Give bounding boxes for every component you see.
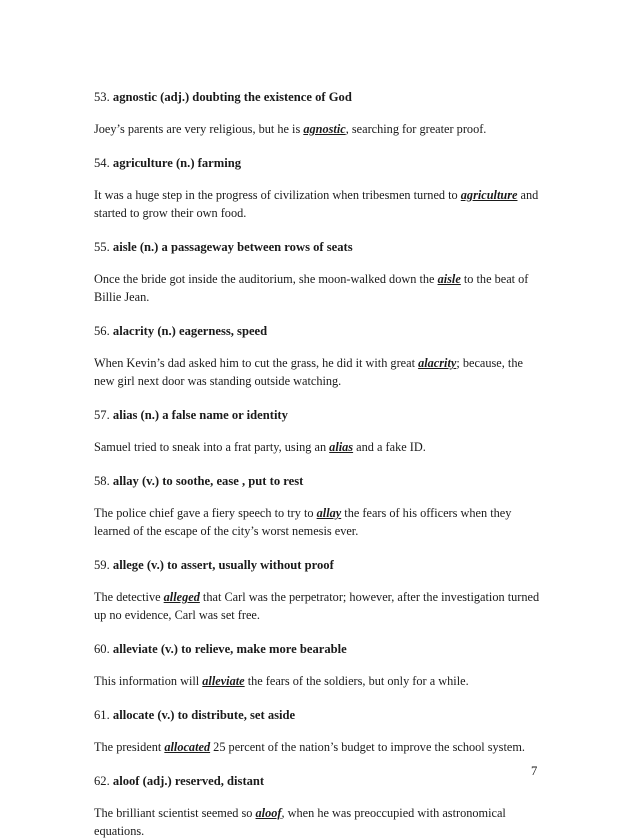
entry-headline [94,322,544,340]
sentence-text: and a fake ID. [353,440,426,454]
entry-term: alacrity (n.) eagerness, speed [112,324,268,338]
highlighted-word: allay [316,506,342,520]
sentence-text: The president [94,740,165,754]
entry-term: agriculture (n.) farming [112,156,242,170]
entry-term: aloof (adj.) reserved, distant [112,774,265,788]
vocab-entry-55 [94,238,544,306]
entry-number: 57. [94,408,110,422]
example-sentence [94,438,544,456]
entry-headline [94,556,544,574]
vocab-entry-60 [94,640,544,690]
sentence-text: to the beat of Billie Jean. [94,272,529,304]
entry-headline [94,406,544,424]
entry-term: agnostic (adj.) doubting the existence of God [112,90,352,104]
sentence-text: The police chief gave a fiery speech to try to [94,506,317,520]
sentence-text: Joey’s parents are very religious, but he is [94,122,304,136]
highlighted-word: agnostic [303,122,346,136]
page-number: 7 [531,764,538,778]
highlighted-word: aloof [255,806,282,820]
highlighted-word: alias [329,440,354,454]
entry-number: 59. [94,558,110,572]
example-sentence [94,504,544,540]
entry-number: 62. [94,774,110,788]
vocab-entry-54 [94,154,544,222]
highlighted-word: alacrity [418,356,457,370]
entry-headline [94,238,544,256]
sentence-text: When Kevin’s dad asked him to cut the grass, he did it with great [94,356,419,370]
example-sentence [94,738,544,756]
entry-headline [94,154,544,172]
highlighted-word: allocated [164,740,211,754]
example-sentence [94,270,544,306]
entry-headline [94,706,544,724]
example-sentence [94,120,544,138]
sentence-text: , searching for greater proof. [345,122,487,136]
sentence-text: It was a huge step in the progress of civilization when tribesmen turned to [94,188,461,202]
vocab-entry-59 [94,556,544,624]
sentence-text: the fears of his officers when they learned of the escape of the city’s worst nemesis ever. [94,506,512,538]
entry-number: 53. [94,90,110,104]
vocab-entry-58 [94,472,544,540]
sentence-text: 25 percent of the nation’s budget to improve the school system. [210,740,525,754]
entry-number: 61. [94,708,110,722]
entry-headline [94,88,544,106]
entry-number: 58. [94,474,110,488]
vocab-entry-57 [94,406,544,456]
sentence-text: Once the bride got inside the auditorium, she moon-walked down the [94,272,438,286]
entry-headline [94,772,544,790]
entry-number: 60. [94,642,110,656]
example-sentence [94,672,544,690]
entry-term: alias (n.) a false name or identity [112,408,288,422]
sentence-text: , when he was preoccupied with astronomical equations. [94,806,506,838]
highlighted-word: alleviate [202,674,245,688]
entry-number: 56. [94,324,110,338]
example-sentence [94,588,544,624]
sentence-text: Samuel tried to sneak into a frat party, using an [94,440,330,454]
vocab-entry-62 [94,772,544,840]
sentence-text: that Carl was the perpetrator; however, after the investigation turned up no evidence, Carl was set free. [94,590,540,622]
vocab-entry-53 [94,88,544,138]
entry-headline [94,472,544,490]
sentence-text: and started to grow their own food. [94,188,539,220]
sentence-text: The brilliant scientist seemed so [94,806,256,820]
entry-term: aisle (n.) a passageway between rows of seats [112,240,353,254]
entry-term: allocate (v.) to distribute, set aside [112,708,296,722]
highlighted-word: aisle [437,272,461,286]
example-sentence [94,186,544,222]
vocab-entry-61 [94,706,544,756]
entry-term: alleviate (v.) to relieve, make more bearable [112,642,347,656]
highlighted-word: agriculture [460,188,518,202]
entry-number: 55. [94,240,110,254]
entry-term: allege (v.) to assert, usually without proof [112,558,334,572]
example-sentence [94,804,544,840]
sentence-text: ; because, the new girl next door was standing outside watching. [94,356,523,388]
example-sentence [94,354,544,390]
sentence-text: This information will [94,674,203,688]
vocabulary-list [94,88,544,840]
vocab-entry-56 [94,322,544,390]
entry-number: 54. [94,156,110,170]
sentence-text: the fears of the soldiers, but only for a while. [244,674,469,688]
entry-term: allay (v.) to soothe, ease , put to rest [112,474,304,488]
highlighted-word: alleged [163,590,200,604]
entry-headline [94,640,544,658]
sentence-text: The detective [94,590,164,604]
